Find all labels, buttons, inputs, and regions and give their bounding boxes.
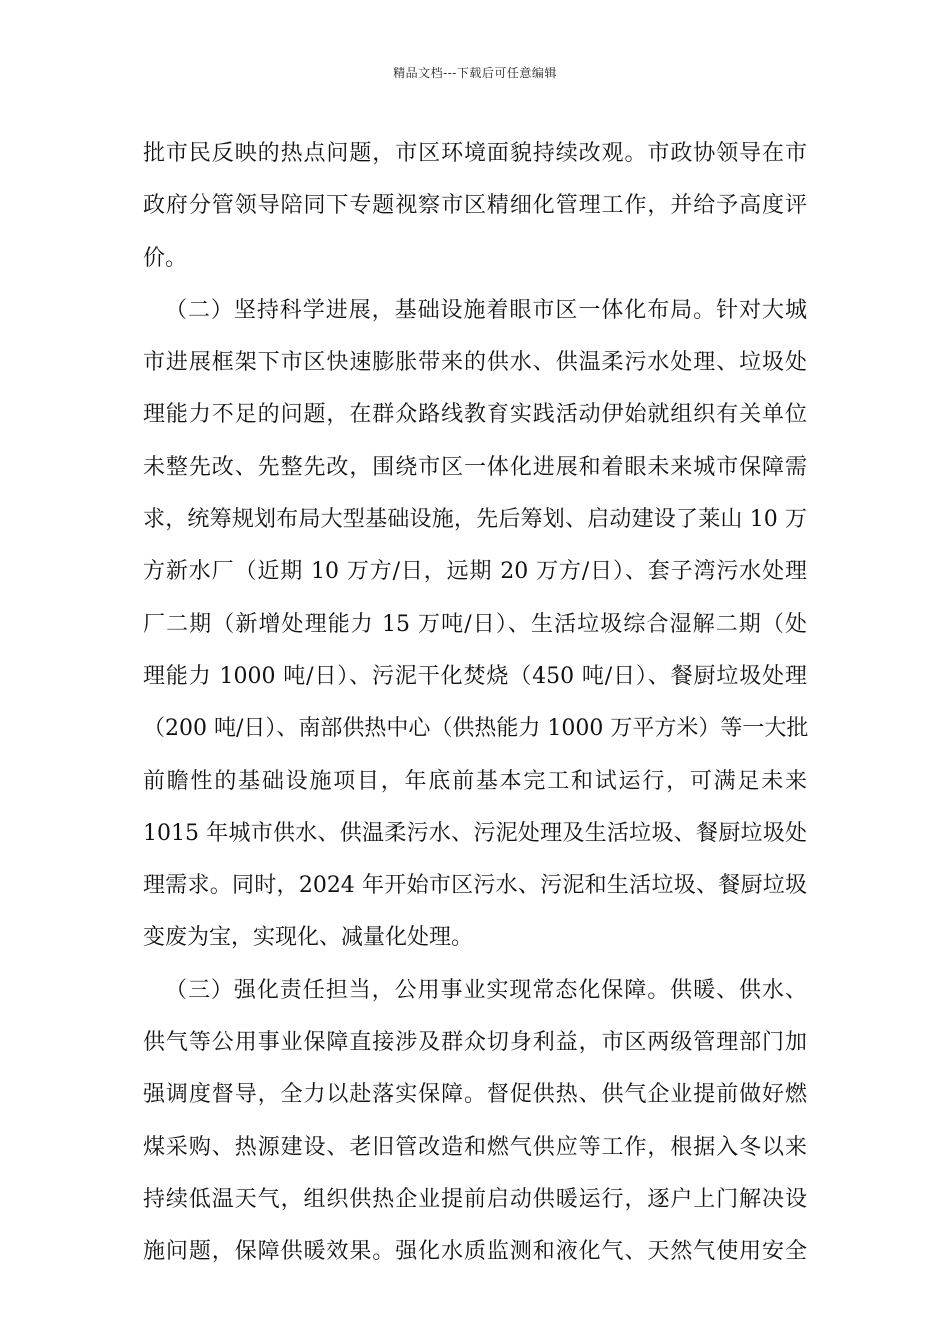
section-heading-line: （二）坚持科学进展，基础设施着眼市区一体化布局。针对大城 <box>165 297 807 323</box>
section-heading-line: （三）强化责任担当，公用事业实现常态化保障。供暖、供水、 <box>165 977 807 1003</box>
text-line: 批市民反映的热点问题，市区环境面貌持续改观。市政协领导在市 <box>143 141 807 166</box>
text-line: 施问题，保障供暖效果。强化水质监测和液化气、天然气使用安全 <box>143 1239 807 1265</box>
body-text <box>143 128 807 1279</box>
text-line: 厂二期（新增处理能力 15 万吨/日）、生活垃圾综合湿解二期（处 <box>143 611 807 637</box>
text-line: 前瞻性的基础设施项目，年底前基本完工和试运行，可满足未来 <box>143 768 807 794</box>
text-line: 未整先改、先整先改，围绕市区一体化进展和着眼未来城市保障需 <box>143 454 807 480</box>
text-line: 政府分管领导陪同下专题视察市区精细化管理工作，并给予高度评 <box>143 193 807 219</box>
text-line: 强调度督导，全力以赴落实保障。督促供热、供气企业提前做好燃 <box>143 1082 807 1108</box>
text-line: 理需求。同时，2024 年开始市区污水、污泥和生活垃圾、餐厨垃圾 <box>143 873 807 899</box>
text-line: 1015 年城市供水、供温柔污水、污泥处理及生活垃圾、餐厨垃圾处 <box>143 820 807 846</box>
text-line: 理能力 1000 吨/日）、污泥干化焚烧（450 吨/日）、餐厨垃圾处理 <box>143 663 807 689</box>
text-line: 方新水厂（近期 10 万方/日，远期 20 万方/日）、套子湾污水处理 <box>143 559 807 585</box>
text-line: 变废为宝，实现化、减量化处理。 <box>143 925 474 951</box>
text-line: 持续低温天气，组织供热企业提前启动供暖运行，逐户上门解决设 <box>143 1186 807 1212</box>
page-header: 精品文档---下载后可任意编辑 <box>393 66 557 80</box>
text-line: 煤采购、热源建设、老旧管改造和燃气供应等工作，根据入冬以来 <box>143 1134 807 1160</box>
text-line: 理能力不足的问题，在群众路线教育实践活动伊始就组织有关单位 <box>143 402 807 428</box>
text-line: （200 吨/日）、南部供热中心（供热能力 1000 万平方米）等一大批 <box>143 716 809 742</box>
text-line: 价。 <box>143 245 188 271</box>
text-line: 市进展框架下市区快速膨胀带来的供水、供温柔污水处理、垃圾处 <box>143 350 807 376</box>
text-line: 供气等公用事业保障直接涉及群众切身利益，市区两级管理部门加 <box>143 1030 807 1056</box>
text-line: 求，统筹规划布局大型基础设施，先后筹划、启动建设了莱山 10 万 <box>143 507 807 533</box>
